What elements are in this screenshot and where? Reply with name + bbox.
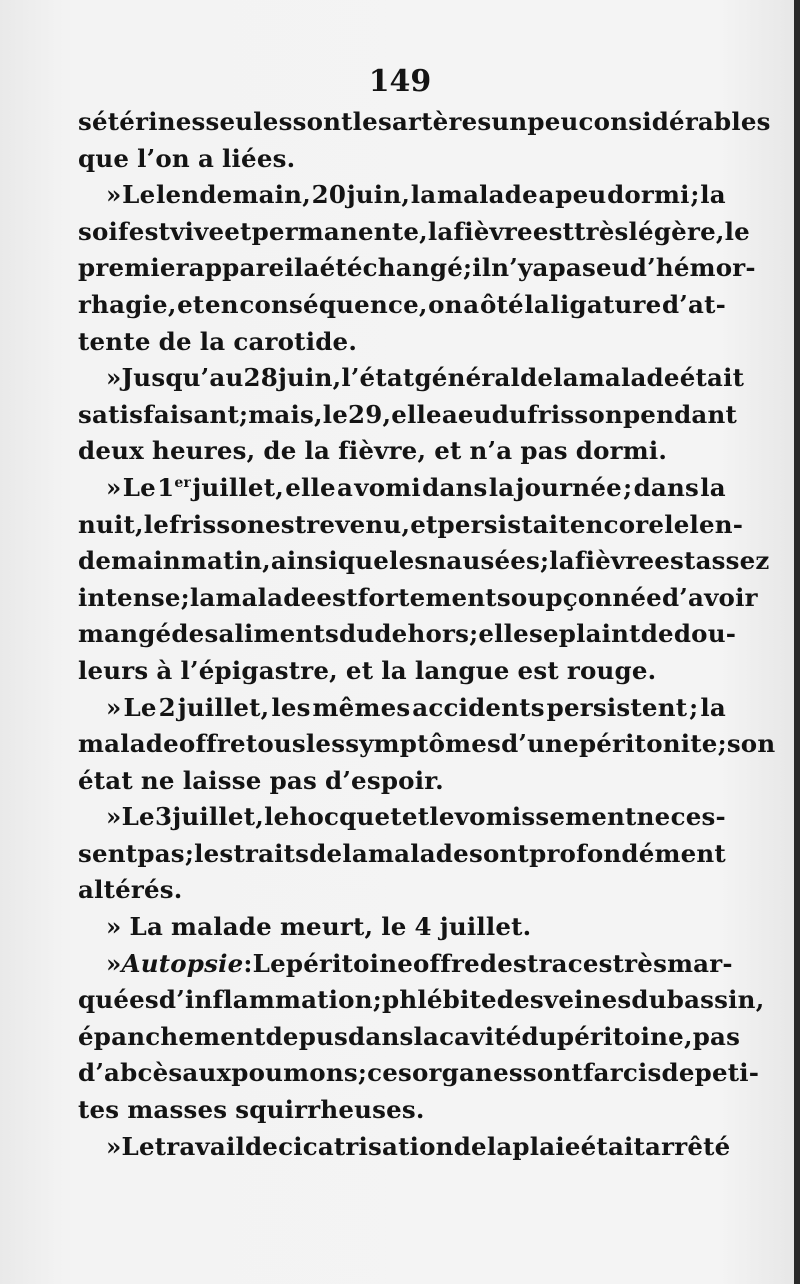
text-line: d’abcès aux poumons ; ces organes sont farcis de peti- [78,1058,760,1088]
text-line: » La malade meurt, le 4 juillet. [106,912,532,942]
text-line: soif est vive et permanente, la fièvre est très légère, le [78,216,750,246]
text-line: sétérines seules sont les artères un peu considérables [78,107,771,136]
text-line: rhagie, et en conséquence, on a ôté la ligature d’at- [78,289,726,319]
text-line: leurs à l’épigastre, et la langue est rouge. [78,655,657,685]
text-line: » Le 3 juillet, le hocquet et le vomissement ne ces- [106,802,726,832]
page-number: 149 [368,64,432,99]
text-line: sent pas ; les traits de la malade sont profondément [78,838,726,868]
text-line: deux heures, de la fièvre, et n’a pas dormi. [78,436,668,466]
text-line: tes masses squirrheuses. [78,1095,425,1125]
text-line: » Le 1er juillet, elle a vomi dans la journée ; dans la [106,472,726,502]
text-line: mangé des aliments du dehors ; elle se plaint de dou- [78,619,737,649]
text-line: premier appareil a été changé ; il n’y a pas eu d’hémor- [78,253,756,283]
text-line: » Le 2 juillet, les mêmes accidents persistent ; la [106,692,726,722]
text-line: altérés. [78,875,183,905]
text-line: intense ; la malade est fortement soupçonnée d’avoir [78,582,758,612]
text-line: » Autopsie : Le péritoine offre des traces très mar- [106,948,733,978]
text-line: » Jusqu’au 28 juin, l’état général de la malade était [106,363,745,393]
text-line: nuit, le frisson est revenu , et persistait encore le len- [78,509,744,539]
text-line: quées d’inflammation ; phlébite des veines du bassin , [78,985,765,1015]
text-line: tente de la carotide. [78,326,358,356]
text-line: demain matin, ainsi que les nausées ; la fièvre est assez [78,546,770,576]
text-line: épanchement de pus dans la cavité du péritoine, pas [78,1021,741,1051]
text-line: que l’on a liées. [78,143,296,173]
body-text [78,104,776,1165]
text-line: » Le lendemain, 20 juin, la malade a peu dormi ; la [106,180,726,210]
text-line: état ne laisse pas d’espoir. [78,765,444,795]
text-line: malade offre tous les symptômes d’une péritonite ; son [78,729,776,759]
page-edge [794,0,800,1284]
text-line: satisfaisant ; mais , le 29 , elle a eu du frisson pendant [78,399,738,429]
text-line: » Le travail de cicatrisation de la plaie était arrêté [106,1131,731,1161]
